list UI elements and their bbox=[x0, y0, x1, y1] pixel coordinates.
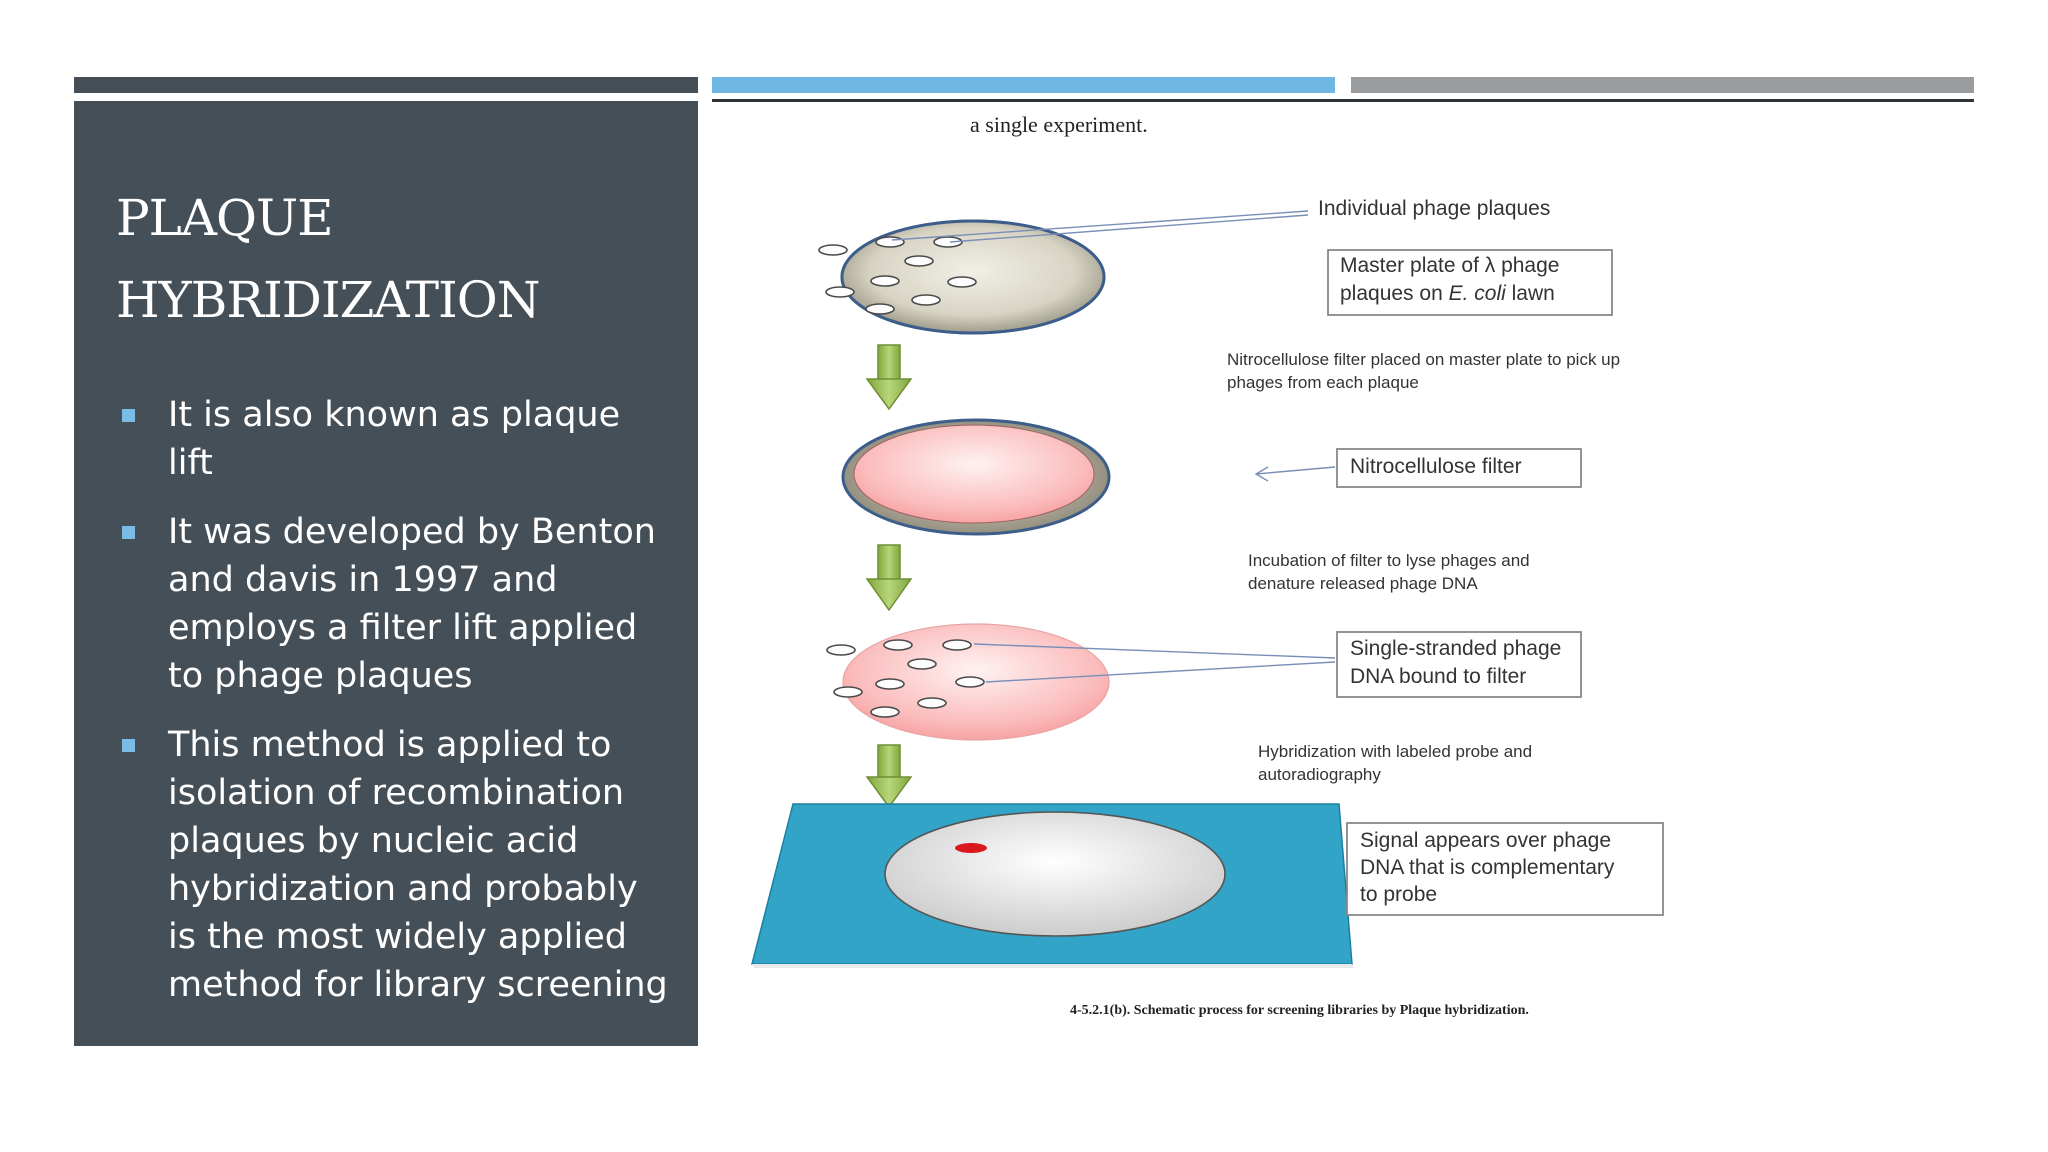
filter-pointer-line bbox=[1256, 467, 1335, 474]
header-bar-gray bbox=[1351, 77, 1974, 93]
left-panel bbox=[74, 101, 698, 1046]
bullet-text: It is also known as plaque lift bbox=[168, 395, 621, 483]
bullet-square-icon bbox=[122, 526, 135, 539]
label-ssdna-line-1: Single-stranded phage bbox=[1350, 637, 1562, 660]
header-bar-dark bbox=[74, 77, 698, 93]
label-master-prefix: plaques on bbox=[1340, 282, 1449, 305]
plaque-hybridization-figure bbox=[712, 102, 2002, 1062]
bullet-text: It was developed by Benton and davis in 1997 and employs a filter lift applied to phage plaques bbox=[168, 512, 656, 696]
step-3-line-2: autoradiography bbox=[1258, 765, 1381, 784]
bullet-text: This method is applied to isolation of recombination plaques by nucleic acid hybridization and probably is the most widely applied method for library screening bbox=[168, 725, 668, 1005]
bullet-square-icon bbox=[122, 409, 135, 422]
figure-top-text: a single experiment. bbox=[970, 112, 1148, 137]
label-master-suffix: lawn bbox=[1505, 282, 1555, 305]
arrow-down-icon bbox=[867, 345, 911, 409]
master-plaque-ellipses bbox=[819, 237, 976, 314]
label-ssdna-line-2: DNA bound to filter bbox=[1350, 665, 1527, 688]
label-master-italic: E. coli bbox=[1448, 282, 1506, 305]
label-signal-line-3: to probe bbox=[1360, 883, 1438, 906]
autoradiography-film bbox=[752, 804, 1354, 968]
bullet-item bbox=[116, 508, 676, 700]
label-signal-line-1: Signal appears over phage bbox=[1360, 829, 1612, 852]
figure-caption: 4-5.2.1(b). Schematic process for screening libraries by Plaque hybridization. bbox=[1070, 1003, 1529, 1018]
step-3-line-1: Hybridization with labeled probe and bbox=[1258, 742, 1533, 761]
bullet-item bbox=[116, 721, 676, 1009]
step-1-line-1: Nitrocellulose filter placed on master plate to pick up bbox=[1227, 350, 1621, 369]
label-individual-plaques: Individual phage plaques bbox=[1318, 197, 1551, 220]
slide-title-line-2: HYBRIDIZATION bbox=[116, 271, 540, 329]
slide-title-line-1: PLAQUE bbox=[116, 189, 333, 247]
bullet-square-icon bbox=[122, 739, 135, 752]
bullet-item bbox=[116, 391, 676, 487]
hybridization-signal-dot bbox=[955, 843, 987, 853]
label-nitrocellulose-filter: Nitrocellulose filter bbox=[1350, 455, 1522, 478]
arrow-down-icon bbox=[867, 745, 911, 807]
label-master-plate-line-1: Master plate of λ phage bbox=[1340, 254, 1560, 277]
header-bar-blue bbox=[712, 77, 1335, 93]
label-signal-line-2: DNA that is complementary bbox=[1360, 856, 1615, 879]
step-2-line-2: denature released phage DNA bbox=[1248, 574, 1478, 593]
arrow-down-icon bbox=[867, 545, 911, 610]
nitrocellulose-filter-dish bbox=[843, 420, 1109, 534]
slide-title bbox=[116, 177, 676, 341]
step-2-line-1: Incubation of filter to lyse phages and bbox=[1248, 551, 1530, 570]
step-1-line-2: phages from each plaque bbox=[1227, 373, 1419, 392]
label-master-plate-line-2 bbox=[1340, 280, 1555, 307]
bullet-list bbox=[116, 391, 676, 1030]
